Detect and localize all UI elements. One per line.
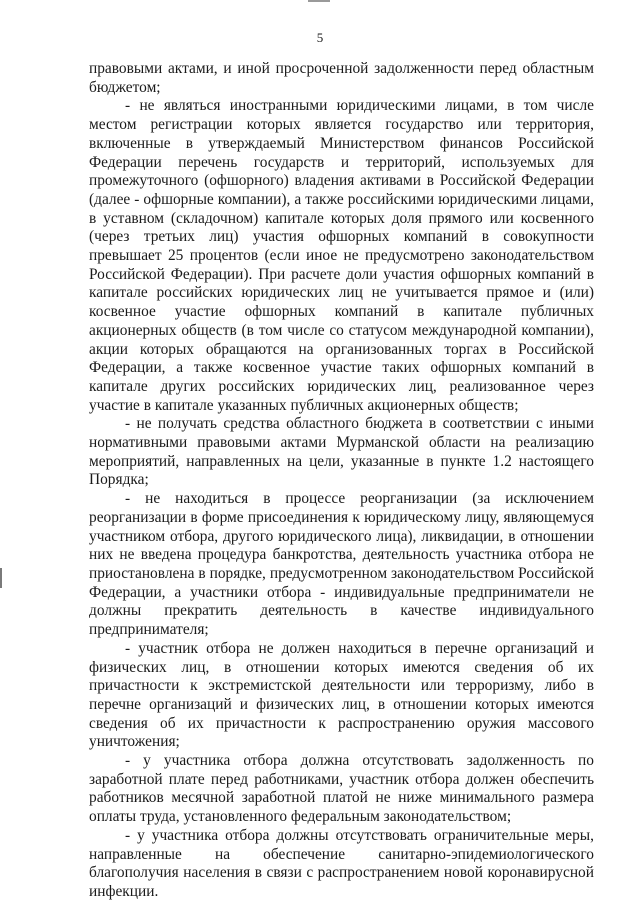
- page-number: 5: [316, 30, 324, 45]
- scan-artifact-left: [0, 568, 2, 588]
- paragraph-extremism-list-requirement: - участник отбора не должен находиться в перечне организаций и физических лиц, в отношении которых имеются сведения об их причастности к экстремистской деятельности или терроризму, либо в перечне организаций и физических лиц, в отношении которых имеются сведения об их причастности к распространению оружия массового уничтожения;: [89, 639, 594, 751]
- paragraph-budget-funds-requirement: - не получать средства областного бюджета в соответствии с иными нормативными правовыми актами Мурманской области на реализацию мероприятий, направленных на цели, указанные в пункте 1.2 настоящего Порядка;: [89, 415, 594, 489]
- document-body: [89, 60, 594, 902]
- paragraph-reorganization-requirement: - не находиться в процессе реорганизации (за исключением реорганизации в форме присоединения к юридическому лицу, являющемуся участником отбора, другого юридического лица), ликвидации, в отношении них не введена процедура банкротства, деятельность участника отбора не приостановлена в порядке, предусмотренном законодательством Российской Федерации, а участники отбора - индивидуальные предприниматели не должны прекратить деятельность в качестве индивидуального предпринимателя;: [89, 490, 594, 639]
- paragraph-offshore-requirement: - не являться иностранными юридическими лицами, в том числе местом регистрации которых является государство или территория, включенные в утверждаемый Министерством финансов Российской Федерации перечень государств и территорий, используемых для промежуточного (офшорного) владения активами в Российской Федерации (далее - офшорные компании), а также российскими юридическими лицами, в уставном (складочном) капитале которых доля прямого или косвенного (через третьих лиц) участия офшорных компаний в совокупности превышает 25 процентов (если иное не предусмотрено законодательством Российской Федерации). При расчете доли участия офшорных компаний в капитале российских юридических лиц не учитывается прямое и (или) косвенное участие офшорных компаний в капитале публичных акционерных обществ (в том числе со статусом международной компании), акции которых обращаются на организованных торгах в Российской Федерации, а также косвенное участие таких офшорных компаний в капитале других российских юридических лиц, реализованное через участие в капитале указанных публичных акционерных обществ;: [89, 97, 594, 414]
- scan-artifact-top: [308, 0, 330, 2]
- paragraph-sanitary-measures-requirement: - у участника отбора должны отсутствовать ограничительные меры, направленные на обеспечение санитарно-эпидемиологического благополучия населения в связи с распространением новой коронавирусной инфекции.: [89, 826, 594, 900]
- paragraph-continuation: правовыми актами, и иной просроченной задолженности перед областным бюджетом;: [89, 60, 594, 96]
- paragraph-wage-arrears-requirement: - у участника отбора должна отсутствовать задолженность по заработной плате перед работниками, участник отбора должен обеспечить работников месячной заработной платой не ниже минимального размера оплаты труда, установленного федеральным законодательством;: [89, 752, 594, 826]
